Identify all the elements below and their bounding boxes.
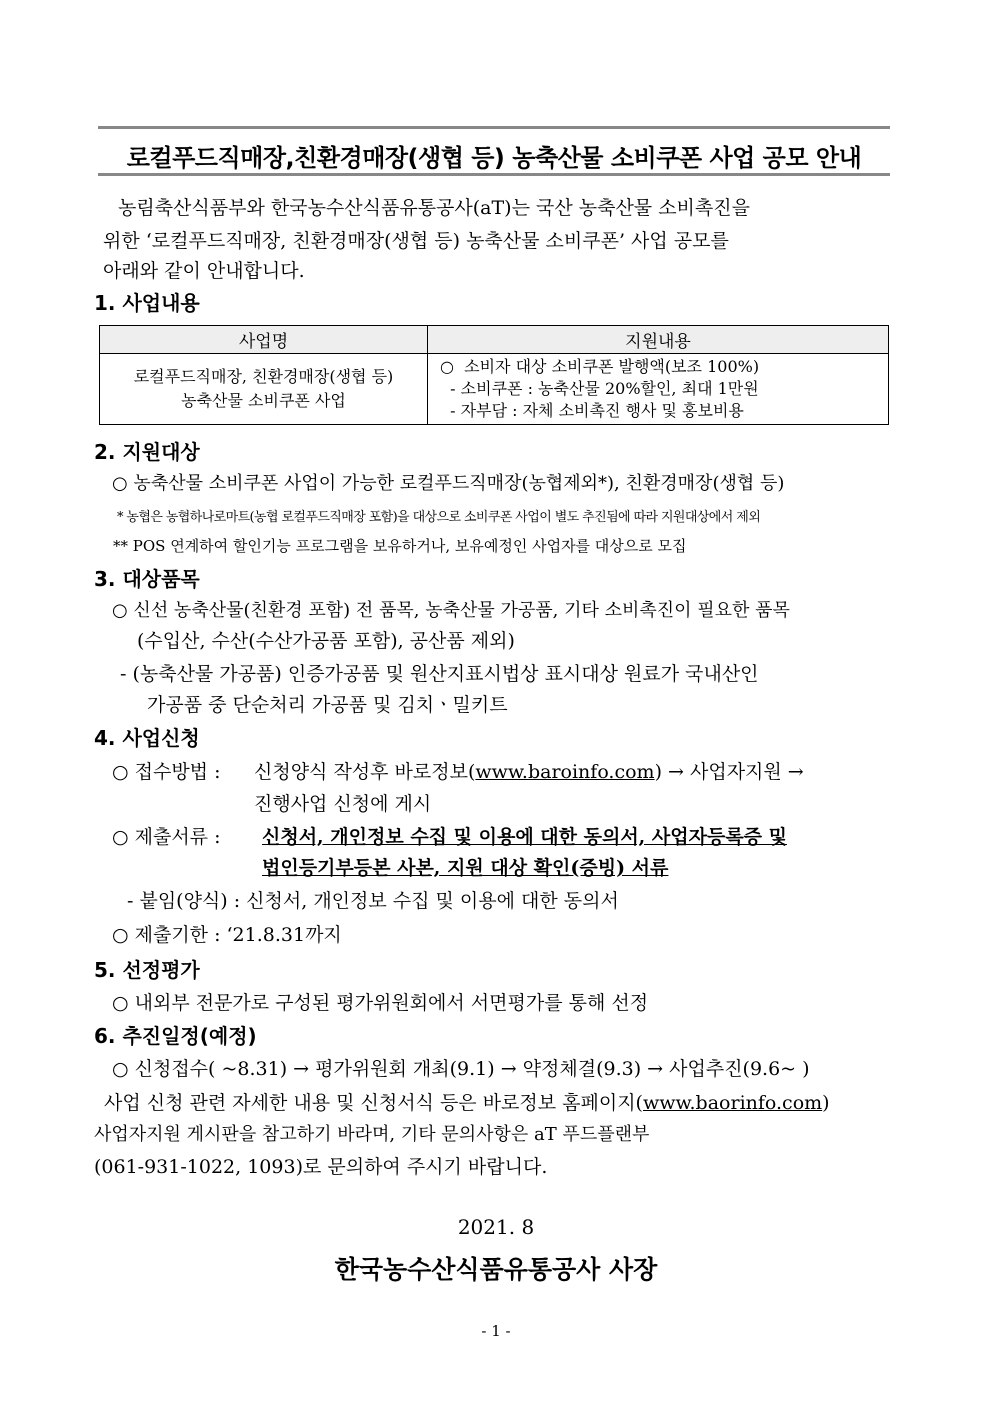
- closing-line-2: 사업자지원 게시판을 참고하기 바라며, 기타 문의사항은 aT 푸드플랜부: [94, 1124, 650, 1145]
- document-date: 2021. 8: [457, 1215, 535, 1239]
- table-header-name: 사업명: [100, 326, 428, 354]
- section-5-heading: 5. 선정평가: [94, 958, 200, 982]
- business-name-cell: [100, 354, 428, 425]
- method-label: ○ 접수방법 :: [112, 761, 221, 783]
- method-post: ) → 사업자지원 →: [654, 761, 804, 783]
- footnote-1: * 농협은 농협하나로마트(농협 로컬푸드직매장 포함)을 대상으로 소비쿠폰 사업이 별도 추진됨에 따라 지원대상에서 제외: [117, 510, 761, 525]
- section-1-heading: 1. 사업내용: [94, 291, 200, 315]
- method-pre: 신청양식 작성후 바로정보(: [254, 761, 476, 783]
- table-header-row: [100, 326, 889, 354]
- closing-line-1: [104, 1088, 830, 1115]
- docs-label: ○ 제출서류 :: [112, 826, 221, 848]
- attachment-line: - 붙임(양식) : 신청서, 개인정보 수집 및 이용에 대한 동의서: [127, 890, 619, 912]
- closing-pre: 사업 신청 관련 자세한 내용 및 신청서식 등은 바로정보 홈페이지(: [104, 1092, 643, 1114]
- closing-post: ): [822, 1092, 830, 1114]
- signature: 한국농수산식품유통공사 사장: [334, 1255, 658, 1284]
- section-6-heading: 6. 추진일정(예정): [94, 1024, 257, 1048]
- baroinfo-link[interactable]: www.baroinfo.com: [475, 761, 655, 783]
- intro-line-1: 농림축산식품부와 한국농수산식품유통공사(aT)는 국산 농축산물 소비촉진을: [118, 197, 750, 219]
- target-items-line-2: (수입산, 수산(수산가공품 포함), 공산품 제외): [137, 630, 515, 652]
- page-number: - 1 -: [481, 1322, 511, 1340]
- support-target-line: ○ 농축산물 소비쿠폰 사업이 가능한 로컬푸드직매장(농협제외*), 친환경매장(생협 등): [112, 473, 785, 494]
- target-items-line-4: 가공품 중 단순처리 가공품 및 김치ㆍ밀키트: [147, 694, 508, 716]
- section-2-heading: 2. 지원대상: [94, 440, 200, 464]
- support-line: - 소비쿠폰 : 농축산물 20%할인, 최대 1만원: [440, 379, 759, 398]
- docs-line-1: 신청서, 개인정보 수집 및 이용에 대한 동의서, 사업자등록증 및: [262, 826, 787, 848]
- section-4-heading: 4. 사업신청: [94, 726, 200, 750]
- table-row: [100, 354, 889, 425]
- evaluation-line: ○ 내외부 전문가로 구성된 평가위원회에서 서면평가를 통해 선정: [112, 992, 649, 1014]
- target-items-line-1: ○ 신선 농축산물(친환경 포함) 전 품목, 농축산물 가공품, 기타 소비촉진이 필요한 품목: [112, 600, 790, 621]
- support-line: - 자부담 : 자체 소비촉진 행사 및 홍보비용: [440, 401, 744, 420]
- method-text: [254, 757, 804, 784]
- business-name-line: 농축산물 소비쿠폰 사업: [181, 391, 346, 410]
- docs-line-2: 법인등기부등본 사본, 지원 대상 확인(증빙) 서류: [262, 857, 669, 879]
- intro-line-3: 아래와 같이 안내합니다.: [103, 260, 305, 282]
- schedule-line: ○ 신청접수( ~8.31) → 평가위원회 개최(9.1) → 약정체결(9.3) → 사업추진(9.6~ ): [112, 1058, 810, 1080]
- baorinfo-link[interactable]: www.baorinfo.com: [642, 1092, 823, 1114]
- support-line: ○ 소비자 대상 소비쿠폰 발행액(보조 100%): [440, 357, 760, 376]
- footnote-2: ** POS 연계하여 할인기능 프로그램을 보유하거나, 보유예정인 사업자를 대상으로 모집: [113, 537, 687, 555]
- deadline-line: ○ 제출기한 : ‘21.8.31까지: [112, 924, 342, 946]
- title-banner: [98, 126, 890, 176]
- support-content-cell: [428, 354, 889, 425]
- document-title: 로컬푸드직매장,친환경매장(생협 등) 농축산물 소비쿠폰 사업 공모 안내: [126, 144, 862, 172]
- intro-line-2: 위한 ‘로컬푸드직매장, 친환경매장(생협 등) 농축산물 소비쿠폰’ 사업 공모를: [103, 230, 729, 252]
- table-header-support: 지원내용: [428, 326, 889, 354]
- business-table: [99, 325, 889, 425]
- target-items-line-3: - (농축산물 가공품) 인증가공품 및 원산지표시법상 표시대상 원료가 국내산인: [120, 663, 759, 685]
- method-line-2: 진행사업 신청에 게시: [254, 793, 432, 815]
- closing-line-3: (061-931-1022, 1093)로 문의하여 주시기 바랍니다.: [94, 1156, 548, 1178]
- business-name-line: 로컬푸드직매장, 친환경매장(생협 등): [133, 367, 394, 386]
- section-3-heading: 3. 대상품목: [94, 567, 200, 591]
